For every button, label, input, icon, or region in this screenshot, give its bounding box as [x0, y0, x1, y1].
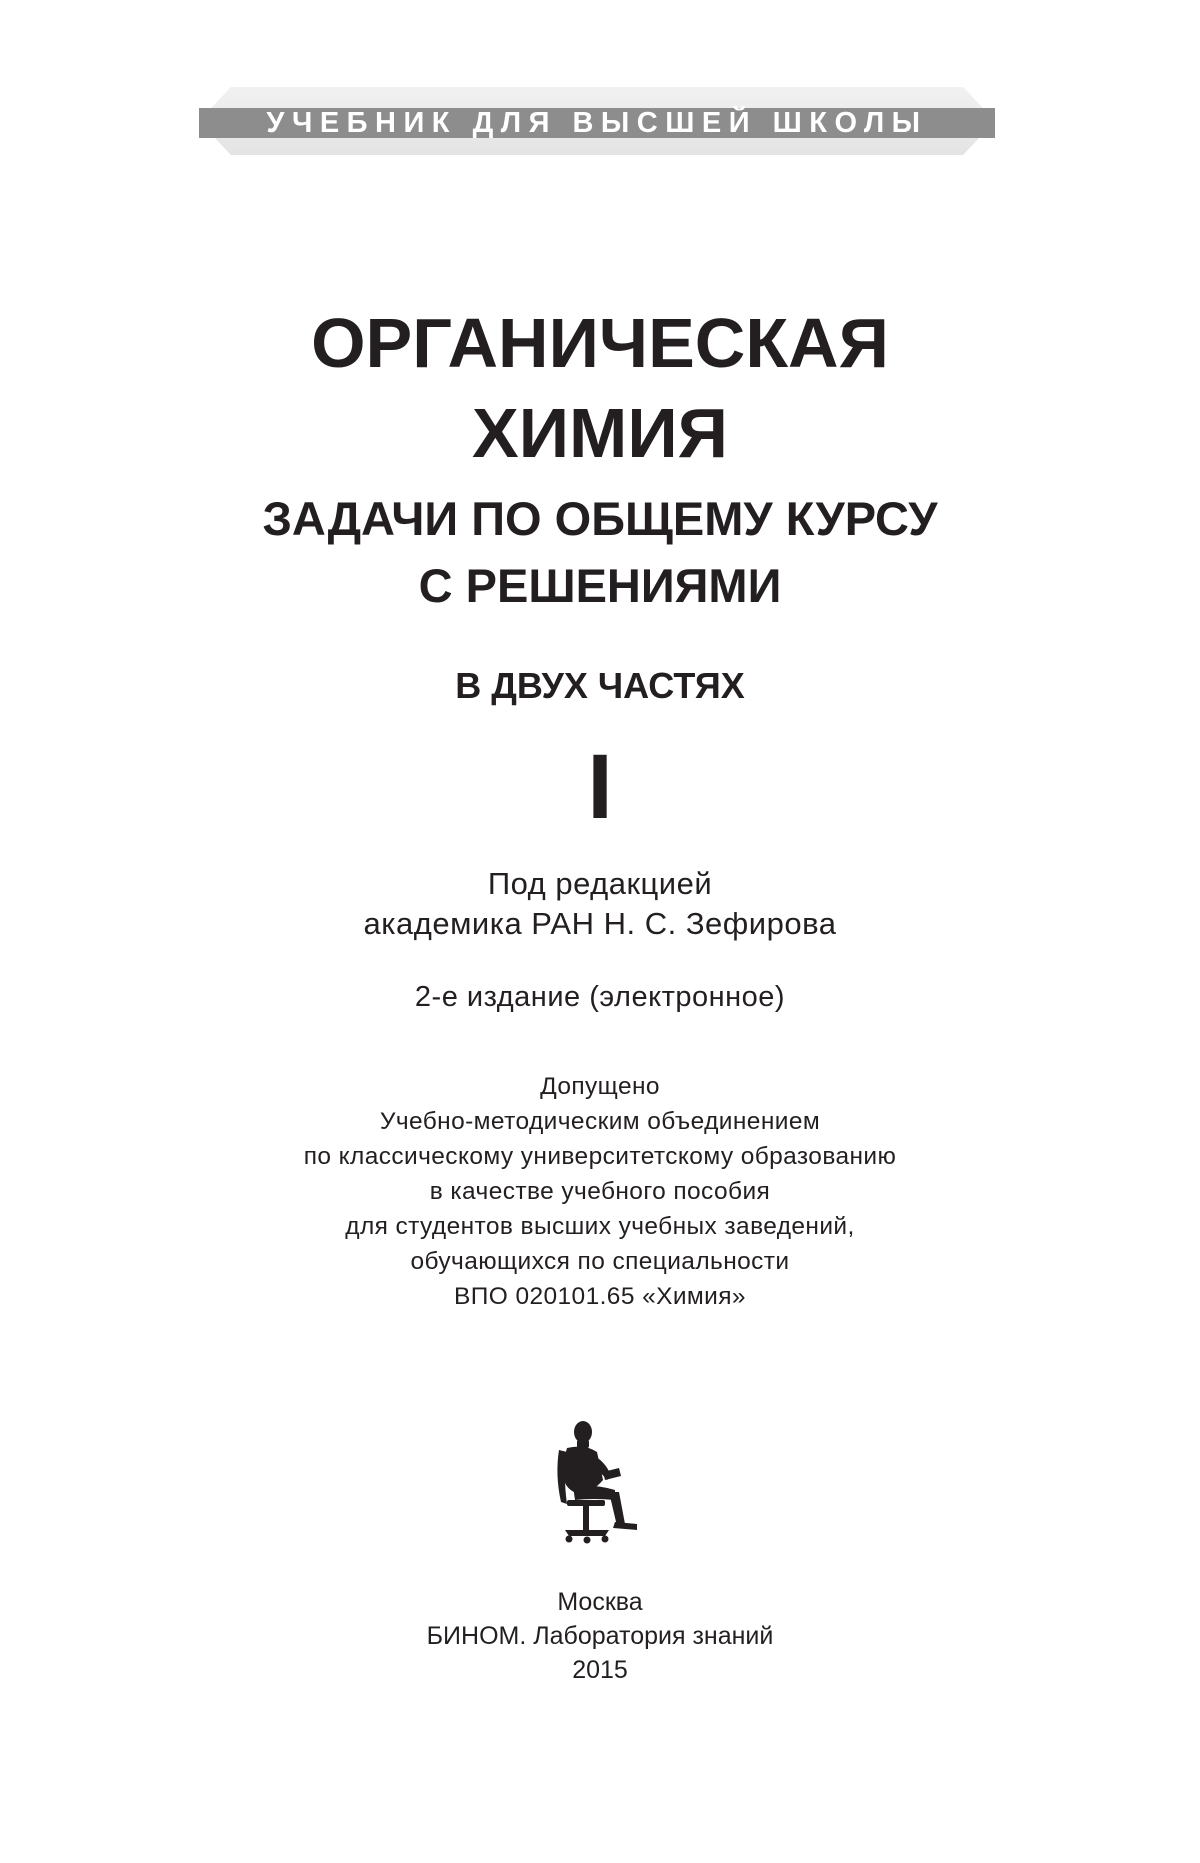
approval-line: ВПО 020101.65 «Химия» [454, 1283, 746, 1310]
title-line-2: ХИМИЯ [472, 394, 728, 472]
volume-number: I [587, 736, 613, 838]
edition-note: 2-е издание (электронное) [414, 981, 786, 1013]
approval-line: обучающихся по специальности [410, 1248, 790, 1275]
imprint-city: Москва [557, 1588, 643, 1616]
parts-note: В ДВУХ ЧАСТЯХ [455, 665, 745, 706]
approval-line: в качестве учебного пособия [429, 1178, 771, 1205]
approval-line: по классическому университетскому образованию [303, 1143, 897, 1170]
subtitle-line-2: С РЕШЕНИЯМИ [418, 559, 782, 612]
imprint-year: 2015 [572, 1656, 628, 1684]
approval-line: Учебно-методическим объединением [379, 1108, 821, 1135]
editor-line-1: Под редакцией [487, 866, 713, 901]
series-label: УЧЕБНИК ДЛЯ ВЫСШЕЙ ШКОЛЫ [266, 107, 928, 139]
editor-line-2: академика РАН Н. С. Зефирова [363, 906, 837, 941]
approval-line: для студентов высших учебных заведений, [345, 1213, 855, 1240]
imprint-publisher: БИНОМ. Лаборатория знаний [426, 1622, 774, 1650]
title-line-1: ОРГАНИЧЕСКАЯ [311, 304, 889, 382]
approval-line: Допущено [540, 1073, 660, 1100]
subtitle-line-1: ЗАДАЧИ ПО ОБЩЕМУ КУРСУ [262, 492, 938, 545]
publisher-logo [545, 1420, 655, 1550]
seated-reader-silhouette-icon [557, 1421, 637, 1544]
